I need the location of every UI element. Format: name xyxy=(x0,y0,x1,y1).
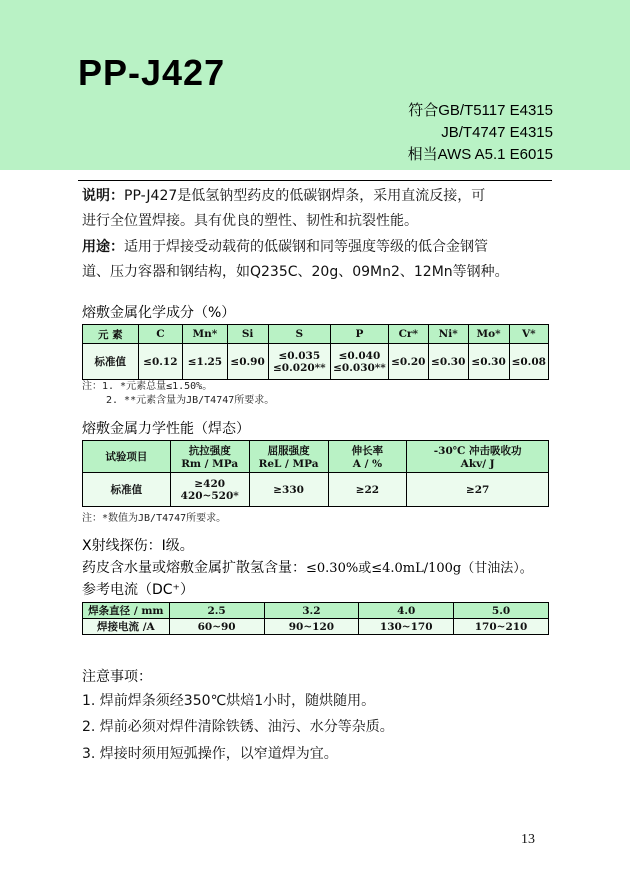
chemistry-note xyxy=(82,380,274,408)
header-line: ReL / MPa xyxy=(258,458,319,470)
mechanical-table xyxy=(82,440,549,507)
current-table xyxy=(82,602,549,635)
description xyxy=(82,184,554,234)
table-cell: 60~90 xyxy=(169,619,264,635)
header-line: A / % xyxy=(352,458,383,470)
table-header: Cr* xyxy=(388,325,428,344)
table-cell: 2.5 xyxy=(169,603,264,619)
standard-line: 符合GB/T5117 E4315 xyxy=(408,102,553,119)
table-cell: 130~170 xyxy=(359,619,454,635)
p-value: ≤0.040 xyxy=(338,349,381,362)
table-header: Si xyxy=(227,325,268,344)
table-cell: 4.0 xyxy=(359,603,454,619)
table-cell: ≤0.20 xyxy=(388,344,428,380)
usage-label: 用途： xyxy=(82,239,124,255)
table-cell: ≤0.30 xyxy=(428,344,468,380)
hydrogen-label: 药皮含水量或熔敷金属扩散氢含量： xyxy=(82,560,306,576)
tensile-sub-value: 420~520* xyxy=(180,489,239,502)
header-line: 抗拉强度 xyxy=(188,445,231,457)
table-cell: ≤0.30 xyxy=(468,344,509,380)
description-label: 说明： xyxy=(82,188,124,204)
xray-line xyxy=(82,535,194,555)
header-line: Akv/ J xyxy=(460,458,495,470)
precautions-heading: 注意事项： xyxy=(82,669,152,685)
table-cell: 170~210 xyxy=(454,619,549,635)
table-cell: 5.0 xyxy=(454,603,549,619)
standard-line: JB/T4747 E4315 xyxy=(441,124,553,141)
table-cell: ≥330 xyxy=(249,473,328,507)
tensile-value: ≥420 xyxy=(194,477,226,490)
s-sub-value: ≤0.020** xyxy=(273,361,326,374)
header-line: 伸长率 xyxy=(351,445,384,457)
header-line: Rm / MPa xyxy=(181,458,239,470)
product-title: PP-J427 xyxy=(78,52,226,93)
table-header: 元 素 xyxy=(83,325,139,344)
table-header: Mn* xyxy=(183,325,228,344)
table-cell: 3.2 xyxy=(264,603,359,619)
chemistry-table xyxy=(82,324,549,380)
chemistry-heading: 熔敷金属化学成分（%） xyxy=(82,305,236,321)
row-label: 焊条直径 / mm xyxy=(83,603,170,619)
usage-text: 道、压力容器和钢结构，如Q235C、20g、09Mn2、12Mn等钢种。 xyxy=(82,264,509,280)
table-header: 试验项目 xyxy=(83,441,171,473)
standard-line: 相当AWS A5.1 E6015 xyxy=(407,146,553,163)
page-number: 13 xyxy=(521,832,535,847)
note-line: 注：1. *元素总量≤1.50%。 xyxy=(82,381,213,392)
table-cell: ≤0.08 xyxy=(509,344,548,380)
row-label: 标准值 xyxy=(83,344,139,380)
table-header: Ni* xyxy=(428,325,468,344)
table-header: S xyxy=(268,325,331,344)
header-line: 屈服强度 xyxy=(267,445,310,457)
hydrogen-line xyxy=(82,557,533,577)
table-header: V* xyxy=(509,325,548,344)
table-header xyxy=(249,441,328,473)
table-cell: ≤0.90 xyxy=(227,344,268,380)
table-cell: ≤0.12 xyxy=(138,344,183,380)
table-header: P xyxy=(331,325,389,344)
description-text: PP-J427是低氢钠型药皮的低碳钢焊条，采用直流反接，可 xyxy=(124,188,486,204)
table-header xyxy=(407,441,549,473)
table-cell xyxy=(268,344,331,380)
precaution-item: 2. 焊前必须对焊件清除铁锈、油污、水分等杂质。 xyxy=(82,719,394,735)
standards-block xyxy=(408,100,553,166)
table-cell: 90~120 xyxy=(264,619,359,635)
usage-text: 适用于焊接受动载荷的低碳钢和同等强度等级的低合金钢管 xyxy=(124,239,488,255)
xray-value: Ⅰ级。 xyxy=(161,538,194,554)
header-line: -30℃ 冲击吸收功 xyxy=(433,445,522,457)
s-value: ≤0.035 xyxy=(278,349,321,362)
row-label: 焊接电流 /A xyxy=(83,619,170,635)
table-cell xyxy=(331,344,389,380)
p-sub-value: ≤0.030** xyxy=(333,361,386,374)
hydrogen-value: ≤0.30%或≤4.0mL/100g（甘油法）。 xyxy=(306,561,533,576)
current-heading: 参考电流（DC⁺） xyxy=(82,582,194,598)
note-line: 2. **元素含量为JB/T4747所要求。 xyxy=(106,395,275,406)
table-header: C xyxy=(138,325,183,344)
description-text: 进行全位置焊接。具有优良的塑性、韧性和抗裂性能。 xyxy=(82,213,418,229)
divider xyxy=(78,180,552,181)
precaution-item: 3. 焊接时须用短弧操作，以窄道焊为宜。 xyxy=(82,746,338,762)
table-cell xyxy=(170,473,249,507)
table-cell: ≥22 xyxy=(328,473,407,507)
usage xyxy=(82,235,554,285)
table-header xyxy=(170,441,249,473)
mechanical-note: 注：*数值为JB/T4747所要求。 xyxy=(82,513,227,524)
table-header: Mo* xyxy=(468,325,509,344)
table-cell: ≤1.25 xyxy=(183,344,228,380)
table-header xyxy=(328,441,407,473)
table-cell: ≥27 xyxy=(407,473,549,507)
mechanical-heading: 熔敷金属力学性能（焊态） xyxy=(82,421,250,437)
precaution-item: 1. 焊前焊条须经350℃烘焙1小时，随烘随用。 xyxy=(82,693,376,709)
row-label: 标准值 xyxy=(83,473,171,507)
xray-label: X射线探伤： xyxy=(82,538,162,554)
